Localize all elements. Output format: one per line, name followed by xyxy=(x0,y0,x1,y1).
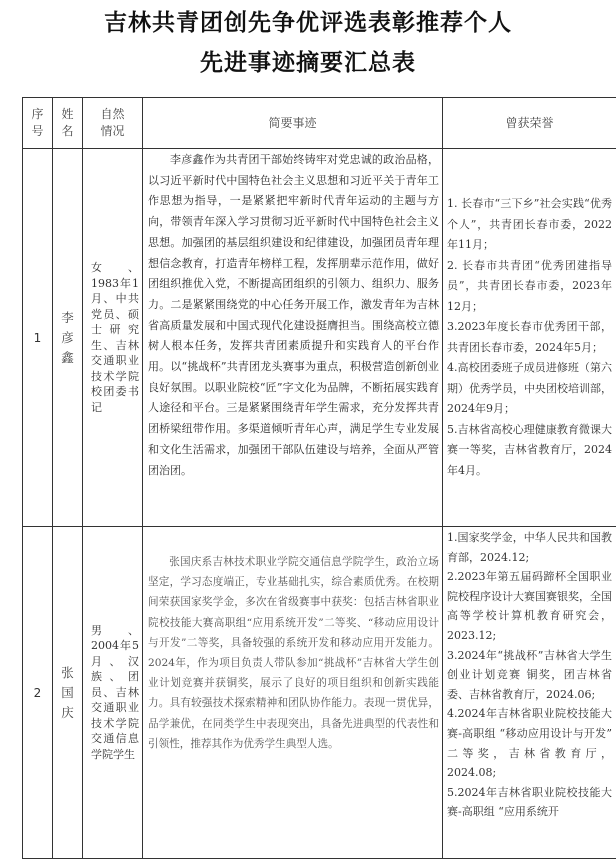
honor-item: 1. 长春市“三下乡”社会实践“优秀个人”，共青团长春市委，2022年11月； xyxy=(447,194,612,256)
header-deeds: 简要事迹 xyxy=(143,98,443,149)
honor-item: 4.2024年吉林省职业院校技能大赛-高职组 “移动应用设计与开发” 二等奖，吉林省教育厅，2024.08; xyxy=(447,704,612,782)
header-name: 姓名 xyxy=(53,98,83,149)
honor-item: 5.吉林省高校心理健康教育微课大赛一等奖，吉林省教育厅，2024年4月。 xyxy=(447,420,612,482)
honor-item: 3.2024年“挑战杯”吉林省大学生创业计划竞赛 铜奖，团吉林省委、吉林省教育厅，2024.06; xyxy=(447,646,612,705)
deeds-text: 张国庆系吉林技术职业学院交通信息学院学生，政治立场坚定，学习态度端正，专业基础扎实，综合素质优秀。在校期间荣获国家奖学金，多次在省级赛事中获奖：包括吉林省职业院校技能大赛高职组“应用系统开发”二等奖、“移动应用设计与开发”二等奖，具备较强的系统开发和移动应用开发能力。2024年，作为项目负责人带队参加“挑战杯”吉林省大学生创业计划竞赛并获铜奖，展示了良好的项目组织和创新实践能力。具有较强技术探索精神和团队协作能力。表现一贯优异，品学兼优，在同类学生中表现突出，具备先进典型的代表性和引领性，推荐其作为优秀学生典型人选。 xyxy=(148,552,439,754)
deeds-text: 李彦鑫作为共青团干部始终铸牢对党忠诚的政治品格，以习近平新时代中国特色社会主义思想和习近平关于青年工作思想为指导，一是紧紧把牢新时代青年运动的主题与方向，带领青年深入学习贯彻习近平新时代中国特色社会主义思想。加强团的基层组织建设和纪律建设，加强团员青年理想信念教育，打造青年榜样工程，发挥朋辈示范作用，做好团组织推优入党，不断提高团组织的引领力、组织力、服务力。二是紧紧围绕党的中心任务开展工作，激发青年为吉林省高质量发展和中国式现代化建设挺膺担当。围绕高校立德树人根本任务，发挥共青团素质提升和实践育人的平台作用。以“挑战杯”共青团龙头赛事为重点，积极营造创新创业良好氛围。以职业院校“匠”字文化为品牌，不断拓展实践育人途径和平台。三是紧紧围绕青年学生需求，充分发挥共青团桥梁纽带作用。多渠道倾听青年心声，满足学生专业发展和文化生活需求，加强团干部队伍建设与培养，全面从严管团治团。 xyxy=(148,150,439,481)
person-info: 女、1983年1月、中共党员、硕士研究生、吉林交通职业技术学院校团委书记 xyxy=(83,149,143,527)
honor-item: 4.高校团委班子成员进修班（第六期）优秀学员，中央团校培训部，2024年9月； xyxy=(447,358,612,420)
honor-item: 1.国家奖学金，中华人民共和国教育部，2024.12; xyxy=(447,528,612,567)
header-info: 自然情况 xyxy=(83,98,143,149)
person-info: 男、2004年5月、汉族、团员、吉林交通职业技术学院交通信息学院学生 xyxy=(83,527,143,859)
row-number: 1 xyxy=(23,149,53,527)
page-subtitle: 先进事迹摘要汇总表 xyxy=(0,44,616,77)
header-no: 序号 xyxy=(23,98,53,149)
person-name: 李彦鑫 xyxy=(53,149,83,527)
header-honors: 曾获荣誉 xyxy=(443,98,616,149)
person-honors xyxy=(443,149,616,527)
row-number: 2 xyxy=(23,527,53,859)
person-deeds xyxy=(143,527,443,859)
honor-item: 5.2024年吉林省职业院校技能大赛-高职组 “应用系统开 xyxy=(447,783,612,822)
person-name: 张国庆 xyxy=(53,527,83,859)
table-row xyxy=(23,527,616,859)
honor-item: 2. 长春市共青团“优秀团建指导员”，共青团长春市委，2023年12月； xyxy=(447,256,612,318)
person-honors xyxy=(443,527,616,859)
person-deeds xyxy=(143,149,443,527)
summary-table xyxy=(22,97,616,859)
honor-item: 3.2023年度长春市优秀团干部，共青团长春市委，2024年5月； xyxy=(447,317,612,358)
header-row xyxy=(23,98,616,149)
table-row xyxy=(23,149,616,527)
honor-item: 2.2023年第五届码蹄杯全国职业院校程序设计大赛国赛银奖，全国高等学校计算机教育研究会，2023.12; xyxy=(447,567,612,645)
page-title: 吉林共青团创先争优评选表彰推荐个人 xyxy=(0,4,616,37)
